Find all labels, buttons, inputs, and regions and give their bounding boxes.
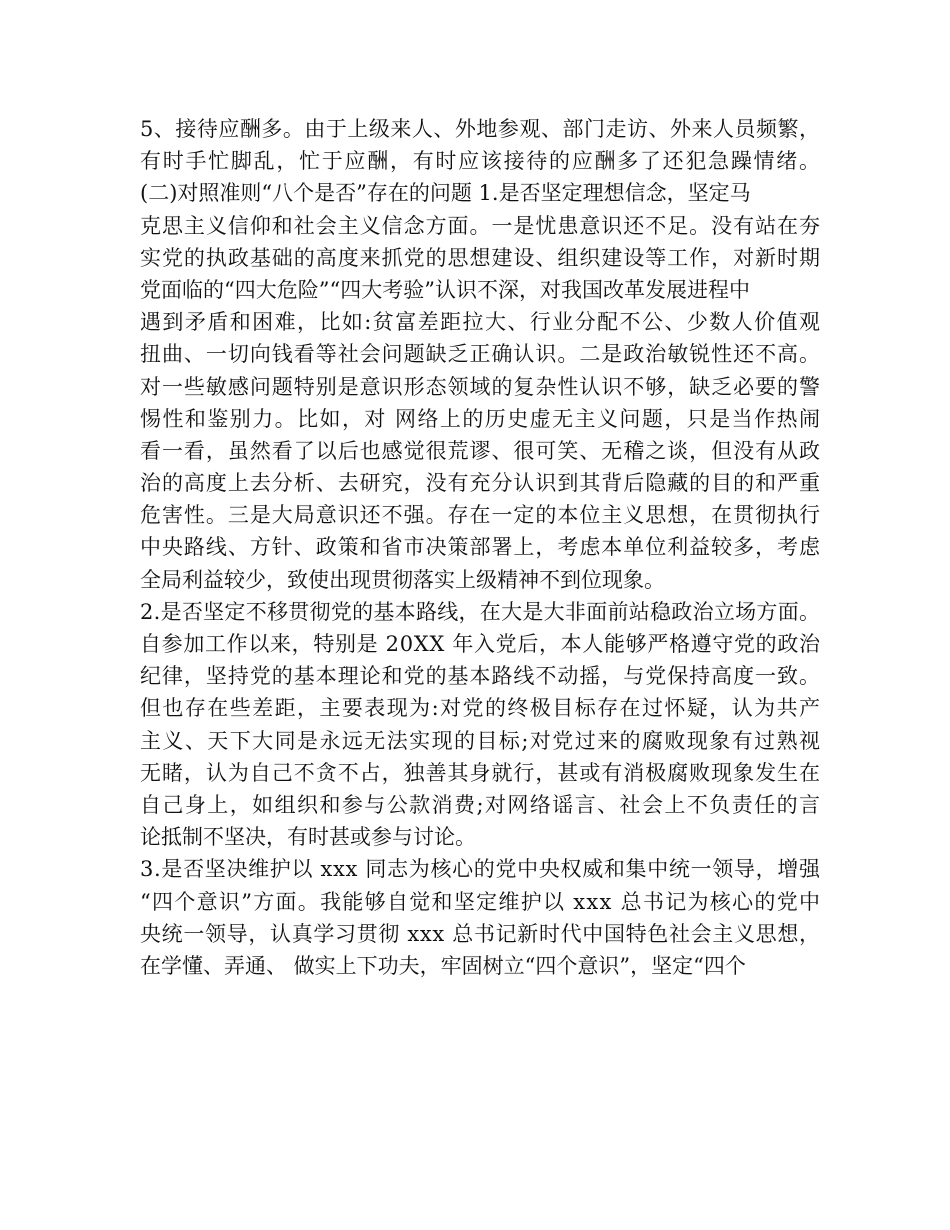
text-line: 惕性和鉴别力。比如，对 网络上的历史虚无主义问题，只是当作热闹	[140, 406, 822, 431]
text-line: 全局利益较少，致使出现贯彻落实上级精神不到位现象。	[140, 567, 665, 592]
text-line: 主义、天下大同是永远无法实现的目标;对党过来的腐败现象有过熟视	[140, 728, 822, 753]
text-line: 看一看，虽然看了以后也感觉很荒谬、很可笑、无稽之谈，但没有从政	[140, 438, 821, 463]
text-line: 但也存在些差距，主要表现为:对党的终极目标存在过怀疑，认为共产	[140, 696, 822, 721]
text-line: 危害性。三是大局意识还不强。存在一定的本位主义思想，在贯彻执行	[140, 503, 821, 528]
text-line: 无睹，认为自己不贪不占，独善其身就行，甚或有消极腐败现象发生在	[140, 760, 821, 785]
text-line: 治的高度上去分析、去研究，没有充分认识到其背后隐藏的目的和严重	[140, 471, 821, 496]
text-line: 2.是否坚定不移贯彻党的基本路线，在大是大非面前站稳政治立场方面。	[140, 599, 821, 624]
text-line: 央统一领导，认真学习贯彻 xxx 总书记新时代中国特色社会主义思想，	[140, 921, 821, 946]
text-line: 克思主义信仰和社会主义信念方面。一是忧患意识还不足。没有站在夯	[140, 213, 821, 238]
text-line: 在学懂、弄通、 做实上下功夫，牢固树立“四个意识”，坚定“四个	[140, 953, 746, 978]
text-line: 党面临的“四大危险”“四大考验”认识不深，对我国改革发展进程中	[140, 277, 750, 302]
text-line: 5、接待应酬多。由于上级来人、外地参观、部门走访、外来人员频繁，	[140, 117, 821, 141]
text-line: 自参加工作以来，特别是 20XX 年入党后，本人能够严格遵守党的政治	[140, 632, 821, 656]
document-body	[140, 113, 820, 982]
text-line: (二)对照准则“八个是否”存在的问题 1.是否坚定理想信念，坚定马	[140, 181, 751, 206]
text-line: 实党的执政基础的高度来抓党的思想建设、组织建设等工作，对新时期	[140, 245, 821, 270]
text-line: 纪律，坚持党的基本理论和党的基本路线不动摇，与党保持高度一致。	[140, 664, 821, 689]
text-line: “四个意识”方面。我能够自觉和坚定维护以 xxx 总书记为核心的党中	[140, 889, 822, 914]
text-line: 有时手忙脚乱，忙于应酬，有时应该接待的应酬多了还犯急躁情绪。	[140, 149, 822, 174]
text-line: 扭曲、一切向钱看等社会问题缺乏正确认识。二是政治敏锐性还不高。	[140, 342, 821, 367]
text-line: 自己身上，如组织和参与公款消费;对网络谣言、社会上不负责任的言	[140, 792, 822, 817]
text-line: 中央路线、方针、政策和省市决策部署上，考虑本单位利益较多，考虑	[140, 535, 821, 560]
text-line: 3.是否坚决维护以 xxx 同志为核心的党中央权威和集中统一领导，增强	[140, 857, 821, 882]
text-line: 论抵制不坚决，有时甚或参与讨论。	[140, 825, 476, 850]
text-line: 遇到矛盾和困难，比如:贫富差距拉大、行业分配不公、少数人价值观	[140, 310, 822, 335]
text-line: 对一些敏感问题特别是意识形态领域的复杂性认识不够，缺乏必要的警	[140, 374, 821, 399]
